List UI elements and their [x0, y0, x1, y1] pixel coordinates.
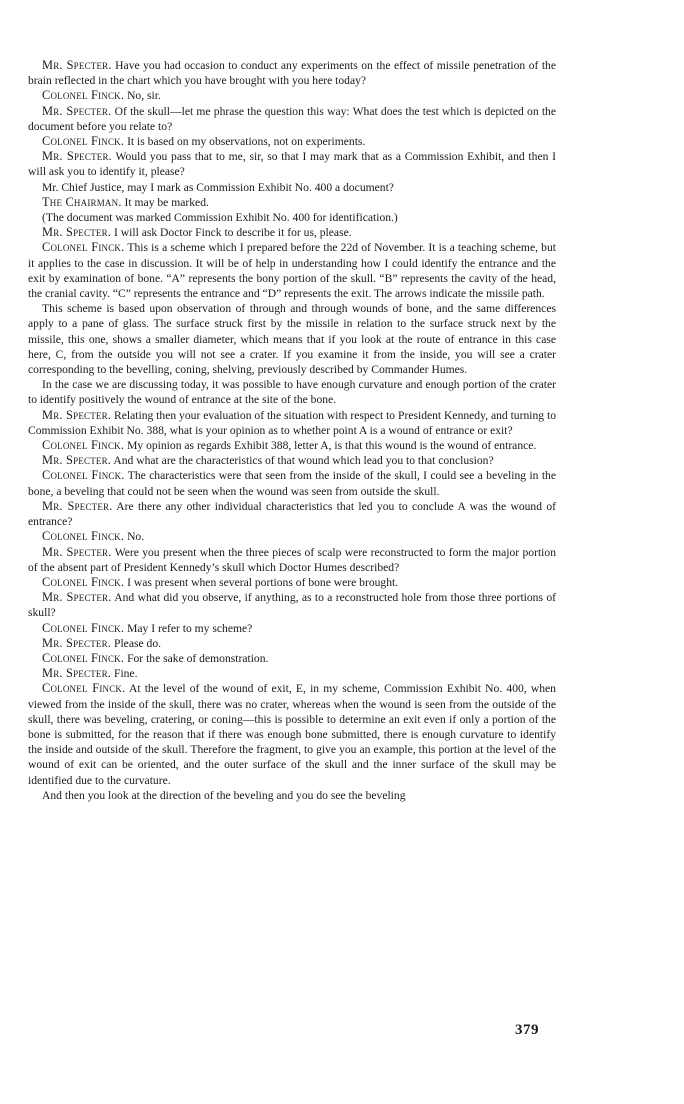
speech-text: In the case we are discussing today, it was possible to have enough curvature and enough portion of the crater to identify positively the wound of entrance at the site of the bone. [28, 378, 556, 407]
paragraph [28, 499, 556, 529]
speaker-name: Mr. Specter. [42, 666, 112, 681]
paragraph [28, 651, 556, 666]
speech-text: Are there any other individual characteristics that led you to conclude A was the wound of entrance? [28, 499, 556, 529]
speaker-name: Mr. Specter. [42, 58, 112, 72]
paragraph [28, 438, 556, 453]
paragraph [28, 210, 556, 225]
speech-text: I was present when several portions of bone were brought. [127, 575, 399, 589]
speaker-name: Mr. Specter. [42, 590, 112, 605]
paragraph [28, 408, 556, 438]
speaker-name: Mr. Specter. [42, 103, 112, 118]
speech-text: And what did you observe, if anything, as to a reconstructed hole from those three portions of skull? [28, 591, 556, 620]
paragraph [28, 621, 556, 636]
speaker-name: Mr. Specter. [42, 498, 113, 513]
paragraph [28, 134, 556, 149]
speaker-name: Colonel Finck. [42, 529, 125, 544]
paragraph [28, 88, 556, 103]
paragraph [28, 58, 556, 88]
paragraph [28, 225, 556, 240]
paragraph [28, 788, 556, 803]
speech-text: It may be marked. [124, 195, 209, 209]
transcript-page [28, 58, 556, 803]
speech-text: And what are the characteristics of that wound which lead you to that conclusion? [113, 454, 494, 468]
speech-text: My opinion as regards Exhibit 388, letter A, is that this wound is the wound of entrance. [127, 439, 537, 453]
speech-text: At the level of the wound of exit, E, in my scheme, Commission Exhibit No. 400, when viewed from the inside of the skull, there was no crater, whereas when the wound is seen from the outside of the skull, there was beveling, cratering, or coning—this is possible to determine an exit even if only a portion of the bone is submitted, for the reason that if there was enough bone submitted, there is enough curvature to identify the inside and outside of the skull. Therefore the fragment, to give you an example, this portion at the level of the wound of exit can be oriented, and the outer surface of the skull and the inner surface of the skull may be identified due to the curvature. [28, 682, 556, 787]
speech-text: (The document was marked Commission Exhibit No. 400 for identification.) [42, 211, 398, 225]
speech-text: Have you had occasion to conduct any experiments on the effect of missile penetration of the brain reflected in the chart which you have brought with you here today? [28, 59, 556, 88]
speaker-name: Mr. Specter. [42, 635, 112, 650]
speech-text: This is a scheme which I prepared before the 22d of November. It is a teaching scheme, but it applies to the case in discussion. It will be of help in understanding how I could identify the entrance and the exit by examination of bone. “A” represents the bony portion of the skull. “B” represents the cavity of the head, the cranial cavity. “C” represents the entrance and “D” represents the exit. The arrows indicate the missile path. [28, 241, 556, 301]
speaker-name: Colonel Finck. [42, 88, 125, 103]
paragraph [28, 681, 556, 787]
paragraph [28, 666, 556, 681]
speaker-name: The Chairman. [42, 194, 122, 209]
paragraph [28, 301, 556, 377]
speech-text: Please do. [114, 636, 162, 650]
speech-text: For the sake of demonstration. [127, 651, 269, 665]
speech-text: Of the skull—let me phrase the question this way: What does the test which is depicted on the document before you relate to? [28, 104, 556, 133]
speech-text: No. [127, 530, 145, 544]
speech-text: It is based on my observations, not on experiments. [127, 135, 366, 149]
speech-text: The characteristics were that seen from the inside of the skull, I could see a beveling in the bone, a beveling that could not be seen when the wound was seen from outside the skull. [28, 469, 556, 498]
paragraph [28, 180, 556, 195]
speaker-name: Colonel Finck. [42, 240, 125, 255]
speaker-name: Colonel Finck. [42, 468, 125, 483]
speech-text: Mr. Chief Justice, may I mark as Commission Exhibit No. 400 a document? [42, 180, 394, 194]
paragraph [28, 468, 556, 498]
speaker-name: Mr. Specter. [42, 544, 112, 559]
speaker-name: Colonel Finck. [42, 681, 126, 696]
speaker-name: Mr. Specter. [42, 407, 112, 422]
speech-text: May I refer to my scheme? [127, 621, 253, 635]
paragraph [28, 529, 556, 544]
speech-text: This scheme is based upon observation of through and through wounds of bone, and the same differences apply to a pane of glass. The surface struck first by the missile in relation to the surface struck next by the missile, this one, shows a smaller diameter, which means that if you look at the route of entrance in this case here, C, from the outside you will not see a crater. If you examine it from the inside, you will see a crater corresponding to the bevelling, coning, shelving, previously described by Commander Humes. [28, 302, 556, 377]
paragraph [28, 636, 556, 651]
paragraph [28, 149, 556, 179]
speaker-name: Mr. Specter. [42, 225, 112, 240]
paragraph [28, 377, 556, 407]
speech-text: Were you present when the three pieces of scalp were reconstructed to form the major portion of the absent part of President Kennedy’s skull which Doctor Humes described? [28, 545, 556, 574]
speech-text: Fine. [114, 667, 138, 681]
paragraph [28, 590, 556, 620]
speaker-name: Mr. Specter. [42, 453, 112, 468]
paragraph [28, 575, 556, 590]
speech-text: Relating then your evaluation of the situation with respect to President Kennedy, and turning to Commission Exhibit No. 388, what is your opinion as to whether point A is a wound of entrance or exit? [28, 408, 556, 437]
speech-text: No, sir. [127, 89, 161, 103]
speech-text: Would you pass that to me, sir, so that I may mark that as a Commission Exhibit, and then I will ask you to identify it, please? [28, 150, 556, 179]
paragraph [28, 195, 556, 210]
paragraph [28, 545, 556, 575]
speaker-name: Colonel Finck. [42, 438, 125, 453]
speaker-name: Colonel Finck. [42, 574, 125, 589]
paragraph [28, 453, 556, 468]
paragraph [28, 104, 556, 134]
speech-text: I will ask Doctor Finck to describe it for us, please. [114, 226, 352, 240]
paragraph [28, 240, 556, 301]
speaker-name: Colonel Finck. [42, 650, 125, 665]
speaker-name: Mr. Specter. [42, 149, 112, 164]
speaker-name: Colonel Finck. [42, 134, 125, 149]
speech-text: And then you look at the direction of the beveling and you do see the beveling [42, 788, 406, 802]
speaker-name: Colonel Finck. [42, 620, 125, 635]
page-number: 379 [515, 1022, 539, 1038]
